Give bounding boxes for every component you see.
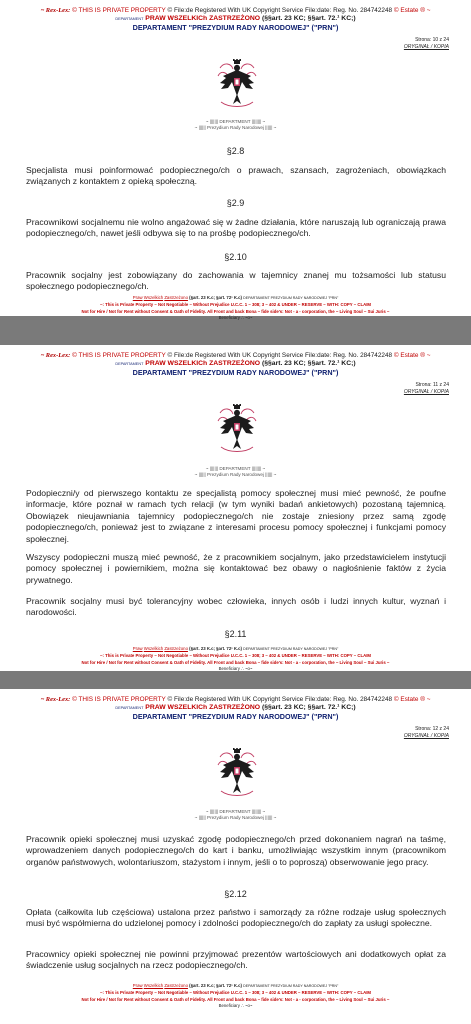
footer-word: Wszelkich (143, 646, 164, 651)
articles-ref: (§§art. 23 KC; §§art. 72.¹ KC;) (261, 360, 356, 367)
private-property-notice: © THIS IS PRIVATE PROPERTY (72, 7, 166, 14)
paragraph: Pracownikowi socjalnemu nie wolno angażować się w żadne działania, które naruszają lub ograniczają prawa podopiecznego/ch, nawet jeśli odbywa się to na prośbę podopiecznego/ch. (26, 217, 446, 239)
emblem-caption-prn: ~ |||||| Prezydium Rady Narodowej |||||| ~ (194, 472, 277, 477)
rights-line (0, 704, 471, 712)
footer-word: Wszelkich (143, 295, 164, 300)
private-property-notice: © THIS IS PRIVATE PROPERTY (72, 696, 166, 703)
estate-mark: © Estate ® ~ (393, 352, 431, 359)
footer-word: Zastrzeżono (164, 983, 188, 988)
page-footer (0, 983, 471, 1010)
page-number-block (404, 726, 449, 740)
footer-articles: (§art. 23 K.c; §art. 72¹ K.c) (189, 295, 242, 300)
page-number: Strona: 11 z 24 (415, 382, 449, 388)
dept-small-label: DEPARTAMENT (115, 362, 144, 366)
dept-small-label: DEPARTAMENT (115, 706, 144, 710)
footer-articles: (§art. 23 K.c; §art. 72¹ K.c) (189, 983, 242, 988)
department-title: DEPARTAMENT "PREZYDIUM RADY NARODOWEJ" ("PRN") (132, 23, 339, 32)
footer-hire-line: Not for Hire / Not for Rent without Consent & Oath of Fidelity. All Front and back Bona – fide side's: Not - a - corporation, the ~ Living Soul ~ Sui Juris ~ (81, 308, 390, 314)
footer-dept: DEPARTAMENT PREZYDIUM RADY NARODOWEJ "PRN" (243, 296, 339, 300)
emblem-caption-dept: ~ ||||||| DEPARTMENT |||||||| ~ (205, 466, 266, 471)
articles-ref: (§§art. 23 KC; §§art. 72.¹ KC;) (261, 15, 356, 22)
page-number-block (404, 382, 449, 396)
estate-mark: © Estate ® ~ (393, 696, 431, 703)
footer-beneficiary: Beneficiary ∴ ~o~ (218, 315, 253, 321)
emblem-caption-prn: ~ |||||| Prezydium Rady Narodowej |||||| ~ (194, 125, 277, 130)
section-number: §2.10 (224, 252, 247, 262)
paragraph: Opłata (całkowita lub częściowa) ustalona przez państwo i samorządy za różne rodzaje usług społecznych musi być współmierna do udzielonej pomocy i zdolności podopiecznego/ch do zapłaty za usługi społeczne. (26, 907, 446, 929)
copyright-registration: © File:de Registered With UK Copyright Service File:date: Reg. No. 284742248 (167, 696, 393, 703)
articles-ref: (§§art. 23 KC; §§art. 72.¹ KC;) (261, 704, 356, 711)
footer-property-line: ~: This is Private Property – Not Negotiable – Without Prejudice U.C.C. 1 – 308; 3 – 402 & UNDER – RESERVE – WITH: COPY – CLAIM (100, 989, 371, 995)
page-footer (0, 295, 471, 322)
rights-reserved: PRAW WSZELKICh ZASTRZEŻONO (145, 15, 261, 22)
footer-word: Wszelkich (143, 983, 164, 988)
copyright-registration: © File:de Registered With UK Copyright Service File:date: Reg. No. 284742248 (167, 7, 393, 14)
rights-reserved: PRAW WSZELKICh ZASTRZEŻONO (145, 360, 261, 367)
copyright-registration: © File:de Registered With UK Copyright Service File:date: Reg. No. 284742248 (167, 352, 393, 359)
paragraph: Pracownicy opieki społecznej nie powinni przyjmować prezentów wartościowych ani dodatkowych opłat za świadczenie usług socjalnych na rzecz podopiecznego/ch. (26, 949, 446, 971)
rex-lex-signature: ~ Rex-Lex: (40, 352, 71, 359)
document-page-11 (0, 345, 471, 671)
document-page-12 (0, 689, 471, 1024)
department-title: DEPARTAMENT "PREZYDIUM RADY NARODOWEJ" ("PRN") (132, 368, 339, 377)
section-number: §2.9 (226, 198, 245, 208)
rex-lex-signature: ~ Rex-Lex: (40, 7, 71, 14)
footer-word: Praw (132, 646, 143, 651)
emblem-caption-prn: ~ |||||| Prezydium Rady Narodowej |||||| ~ (194, 815, 277, 820)
footer-word: Zastrzeżono (164, 646, 188, 651)
footer-property-line: ~: This is Private Property – Not Negotiable – Without Prejudice U.C.C. 1 – 308; 3 – 402 & UNDER – RESERVE – WITH: COPY – CLAIM (100, 652, 371, 658)
paragraph: Pracownik opieki społecznej musi uzyskać zgodę podopiecznego/ch przed dokonaniem nagrań na taśmę, wprowadzeniem danych podopiecznego/ch do kart i banku, umożliwiając wszystkim innym (pracownikom organów państwowych, wolontariuszom, stażystom i innym, jeśli o to poproszą) obserwowanie jego pracy. (26, 834, 446, 867)
original-copy-label: ORYGINAŁ / KOPIA (403, 733, 449, 739)
eagle-emblem-icon (215, 745, 259, 801)
paragraph: Pracownik socjalny musi być tolerancyjny wobec człowieka, innych osób i ludzi innych kultur, wyznań i narodowości. (26, 596, 446, 618)
rights-reserved: PRAW WSZELKICh ZASTRZEŻONO (145, 704, 261, 711)
estate-mark: © Estate ® ~ (393, 7, 431, 14)
footer-word: Praw (132, 295, 143, 300)
footer-beneficiary: Beneficiary ∴ ~o~ (218, 1003, 253, 1009)
section-number: §2.12 (224, 889, 247, 899)
eagle-emblem-icon (215, 401, 259, 457)
footer-property-line: ~: This is Private Property – Not Negotiable – Without Prejudice U.C.C. 1 – 308; 3 – 402 & UNDER – RESERVE – WITH: COPY – CLAIM (100, 301, 371, 307)
department-title: DEPARTAMENT "PREZYDIUM RADY NARODOWEJ" ("PRN") (132, 712, 339, 721)
page-number-block (404, 37, 449, 51)
original-copy-label: ORYGINAŁ / KOPIA (403, 44, 449, 50)
paragraph: Pracownik socjalny jest zobowiązany do zachowania w tajemnicy znanej mu tożsamości lub statusu społecznego podopiecznego/ch. (26, 270, 446, 292)
page-header (0, 0, 471, 15)
footer-articles: (§art. 23 K.c; §art. 72¹ K.c) (189, 646, 242, 651)
footer-dept: DEPARTAMENT PREZYDIUM RADY NARODOWEJ "PRN" (243, 647, 339, 651)
section-number: §2.11 (224, 629, 247, 639)
dept-small-label: DEPARTAMENT (115, 17, 144, 21)
emblem-caption-dept: ~ ||||||| DEPARTMENT |||||||| ~ (205, 119, 266, 124)
document-page-10 (0, 0, 471, 321)
paragraph: Podopieczni/y od pierwszego kontaktu ze specjalistą pomocy społecznej musi mieć pewność, że poufne informacje, które poznał w ramach tych relacji (w tym wyniki badań ankietowych) pozostaną tajemnicą. Obowiązek nieujawniania tajemnicy podopiecznego/ch nie zostaje zniesiony przez samą zgodę podopiecznego/ch, ponieważ jest to związane z interesami procesu pomocy społecznej i funkcjami pomocy społecznej. (26, 488, 446, 544)
footer-word: Praw (132, 983, 143, 988)
page-number: Strona: 10 z 24 (415, 37, 449, 43)
page-footer (0, 646, 471, 673)
emblem-caption-dept: ~ ||||||| DEPARTMENT |||||||| ~ (205, 809, 266, 814)
page-header (0, 689, 471, 704)
footer-dept: DEPARTAMENT PREZYDIUM RADY NARODOWEJ "PRN" (243, 984, 339, 988)
page-header (0, 345, 471, 360)
footer-hire-line: Not for Hire / Not for Rent without Consent & Oath of Fidelity. All Front and back Bona – fide side's: Not - a - corporation, the ~ Living Soul ~ Sui Juris ~ (81, 659, 390, 665)
original-copy-label: ORYGINAŁ / KOPIA (403, 389, 449, 395)
eagle-emblem-icon (215, 56, 259, 112)
rights-line (0, 15, 471, 23)
paragraph: Specjalista musi poinformować podopiecznego/ch o prawach, szansach, zagrożeniach, obowiązkach związanych z kontaktem z opieką społeczną. (26, 165, 446, 187)
footer-beneficiary: Beneficiary ∴ ~o~ (218, 666, 253, 672)
page-number: Strona: 12 z 24 (415, 726, 449, 732)
paragraph: Wszyscy podopieczni muszą mieć pewność, że z pracownikiem socjalnym, jako przedstawicielem instytucji pomocy społecznej i powiernikiem, można się kontaktować bez obawy o nagłośnienie faktów z życia prywatnego. (26, 552, 446, 585)
private-property-notice: © THIS IS PRIVATE PROPERTY (72, 352, 166, 359)
rights-line (0, 360, 471, 368)
footer-hire-line: Not for Hire / Not for Rent without Consent & Oath of Fidelity. All Front and back Bona – fide side's: Not - a - corporation, the ~ Living Soul ~ Sui Juris ~ (81, 996, 390, 1002)
rex-lex-signature: ~ Rex-Lex: (40, 696, 71, 703)
footer-word: Zastrzeżono (164, 295, 188, 300)
section-number: §2.8 (226, 146, 245, 156)
